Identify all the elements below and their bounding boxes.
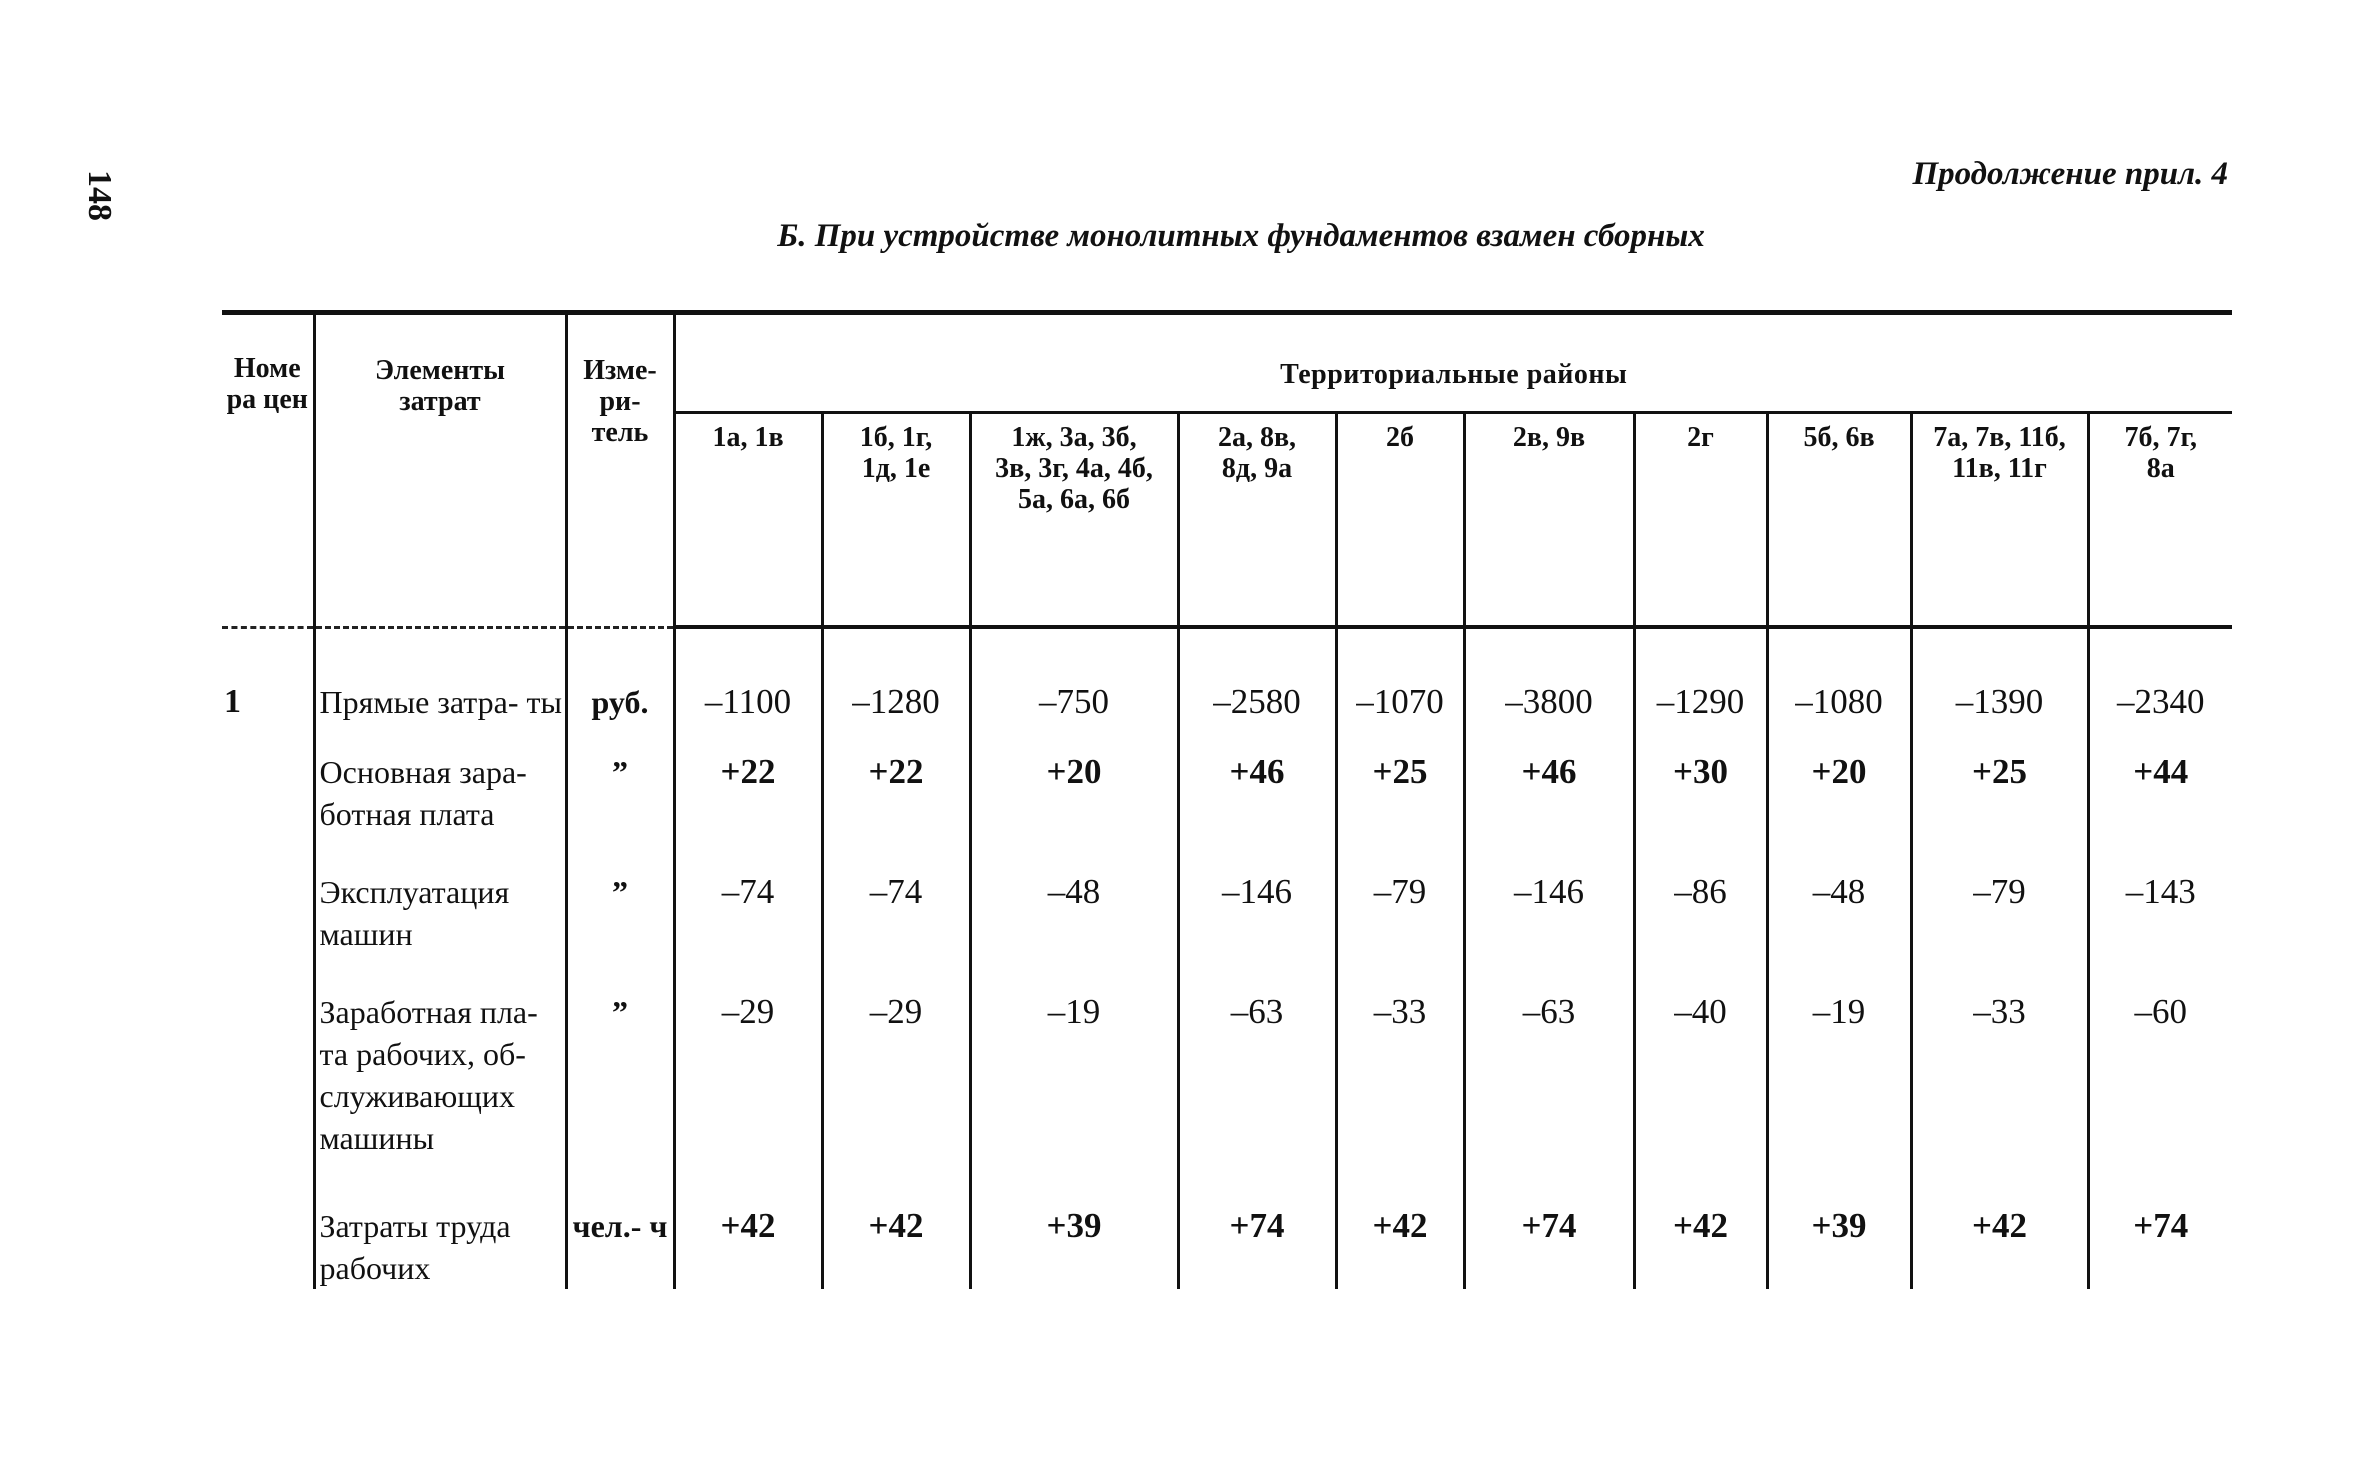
value-cell: –1100 bbox=[674, 627, 822, 743]
region-header: 5б, 6в bbox=[1767, 413, 1911, 618]
row-unit: ” bbox=[566, 863, 674, 983]
value-cell: +46 bbox=[1178, 743, 1336, 863]
value-cell: –1390 bbox=[1911, 627, 2088, 743]
header-elements: Элементы затрат bbox=[314, 313, 566, 618]
row-unit: ” bbox=[566, 983, 674, 1197]
region-header: 1ж, 3а, 3б, 3в, 3г, 4а, 4б, 5а, 6а, 6б bbox=[970, 413, 1178, 618]
region-header: 2г bbox=[1634, 413, 1767, 618]
value-cell: –2580 bbox=[1178, 627, 1336, 743]
value-cell: +22 bbox=[674, 743, 822, 863]
table-header bbox=[222, 313, 2232, 628]
value-cell: +74 bbox=[1178, 1197, 1336, 1289]
region-header: 7б, 7г, 8а bbox=[2088, 413, 2232, 618]
value-cell: +25 bbox=[1911, 743, 2088, 863]
value-cell: +39 bbox=[970, 1197, 1178, 1289]
header-rule-cell bbox=[566, 617, 674, 627]
continuation-label: Продолжение прил. 4 bbox=[1912, 156, 2228, 192]
value-cell: –79 bbox=[1336, 863, 1464, 983]
table-row bbox=[222, 983, 2232, 1197]
header-row-bottom-rule bbox=[222, 617, 2232, 627]
value-cell: +44 bbox=[2088, 743, 2232, 863]
value-cell: –60 bbox=[2088, 983, 2232, 1197]
header-districts bbox=[674, 313, 2232, 413]
row-element-label: Заработная пла- та рабочих, об- служивающих машины bbox=[314, 983, 566, 1197]
value-cell: –74 bbox=[674, 863, 822, 983]
value-cell: –29 bbox=[822, 983, 970, 1197]
header-row-top bbox=[222, 313, 2232, 413]
row-number bbox=[222, 983, 314, 1197]
value-cell: –48 bbox=[970, 863, 1178, 983]
value-cell: –33 bbox=[1911, 983, 2088, 1197]
value-cell: +25 bbox=[1336, 743, 1464, 863]
header-rule-cell bbox=[1464, 617, 1634, 627]
page-number: 148 bbox=[81, 170, 118, 221]
row-element-label: Прямые затра- ты bbox=[314, 627, 566, 743]
region-header: 1б, 1г, 1д, 1е bbox=[822, 413, 970, 618]
header-rule-cell bbox=[2088, 617, 2232, 627]
value-cell: –3800 bbox=[1464, 627, 1634, 743]
row-unit: чел.- ч bbox=[566, 1197, 674, 1289]
value-cell: –63 bbox=[1178, 983, 1336, 1197]
value-cell: +39 bbox=[1767, 1197, 1911, 1289]
value-cell: –29 bbox=[674, 983, 822, 1197]
value-cell: –143 bbox=[2088, 863, 2232, 983]
header-rule-cell bbox=[314, 617, 566, 627]
region-header: 7а, 7в, 11б, 11в, 11г bbox=[1911, 413, 2088, 618]
header-rule-cell bbox=[1911, 617, 2088, 627]
header-unit: Изме- ри- тель bbox=[566, 313, 674, 618]
table-row bbox=[222, 627, 2232, 743]
value-cell: –750 bbox=[970, 627, 1178, 743]
value-cell: –63 bbox=[1464, 983, 1634, 1197]
value-cell: +42 bbox=[1634, 1197, 1767, 1289]
header-rule-cell bbox=[222, 617, 314, 627]
value-cell: +30 bbox=[1634, 743, 1767, 863]
region-header: 2а, 8в, 8д, 9а bbox=[1178, 413, 1336, 618]
value-cell: +22 bbox=[822, 743, 970, 863]
value-cell: –1290 bbox=[1634, 627, 1767, 743]
row-element-label: Основная зара- ботная плата bbox=[314, 743, 566, 863]
value-cell: +42 bbox=[1911, 1197, 2088, 1289]
value-cell: –1080 bbox=[1767, 627, 1911, 743]
table-body bbox=[222, 627, 2232, 1289]
row-unit: ” bbox=[566, 743, 674, 863]
value-cell: –146 bbox=[1464, 863, 1634, 983]
value-cell: –86 bbox=[1634, 863, 1767, 983]
header-districts-label: Территориальные районы bbox=[1280, 358, 1628, 390]
row-number bbox=[222, 743, 314, 863]
header-rule-cell bbox=[1634, 617, 1767, 627]
row-element-label: Эксплуатация машин bbox=[314, 863, 566, 983]
header-row-number: Номе ра цен bbox=[222, 313, 314, 618]
value-cell: –146 bbox=[1178, 863, 1336, 983]
value-cell: –1070 bbox=[1336, 627, 1464, 743]
value-cell: –40 bbox=[1634, 983, 1767, 1197]
value-cell: +20 bbox=[1767, 743, 1911, 863]
value-cell: –74 bbox=[822, 863, 970, 983]
header-rule-cell bbox=[1767, 617, 1911, 627]
value-cell: +46 bbox=[1464, 743, 1634, 863]
value-cell: –33 bbox=[1336, 983, 1464, 1197]
value-cell: +42 bbox=[1336, 1197, 1464, 1289]
value-cell: –19 bbox=[1767, 983, 1911, 1197]
header-rule-cell bbox=[822, 617, 970, 627]
value-cell: +74 bbox=[1464, 1197, 1634, 1289]
row-number bbox=[222, 1197, 314, 1289]
value-cell: +42 bbox=[822, 1197, 970, 1289]
value-cell: –2340 bbox=[2088, 627, 2232, 743]
cost-table-container bbox=[222, 310, 2232, 1289]
table-row bbox=[222, 743, 2232, 863]
table-row bbox=[222, 1197, 2232, 1289]
row-unit: руб. bbox=[566, 627, 674, 743]
value-cell: +74 bbox=[2088, 1197, 2232, 1289]
header-rule-cell bbox=[970, 617, 1178, 627]
row-number: 1 bbox=[224, 682, 241, 720]
table-row bbox=[222, 863, 2232, 983]
section-title: Б. При устройстве монолитных фундаментов взамен сборных bbox=[777, 218, 1705, 254]
region-header: 2б bbox=[1336, 413, 1464, 618]
row-element-label: Затраты труда рабочих bbox=[314, 1197, 566, 1289]
header-rule-cell bbox=[1336, 617, 1464, 627]
region-header: 1а, 1в bbox=[674, 413, 822, 618]
value-cell: –79 bbox=[1911, 863, 2088, 983]
value-cell: –48 bbox=[1767, 863, 1911, 983]
row-number bbox=[222, 863, 314, 983]
value-cell: –1280 bbox=[822, 627, 970, 743]
cost-table bbox=[222, 310, 2232, 1289]
header-rule-cell bbox=[1178, 617, 1336, 627]
value-cell: +20 bbox=[970, 743, 1178, 863]
region-header: 2в, 9в bbox=[1464, 413, 1634, 618]
header-rule-cell bbox=[674, 617, 822, 627]
value-cell: –19 bbox=[970, 983, 1178, 1197]
value-cell: +42 bbox=[674, 1197, 822, 1289]
